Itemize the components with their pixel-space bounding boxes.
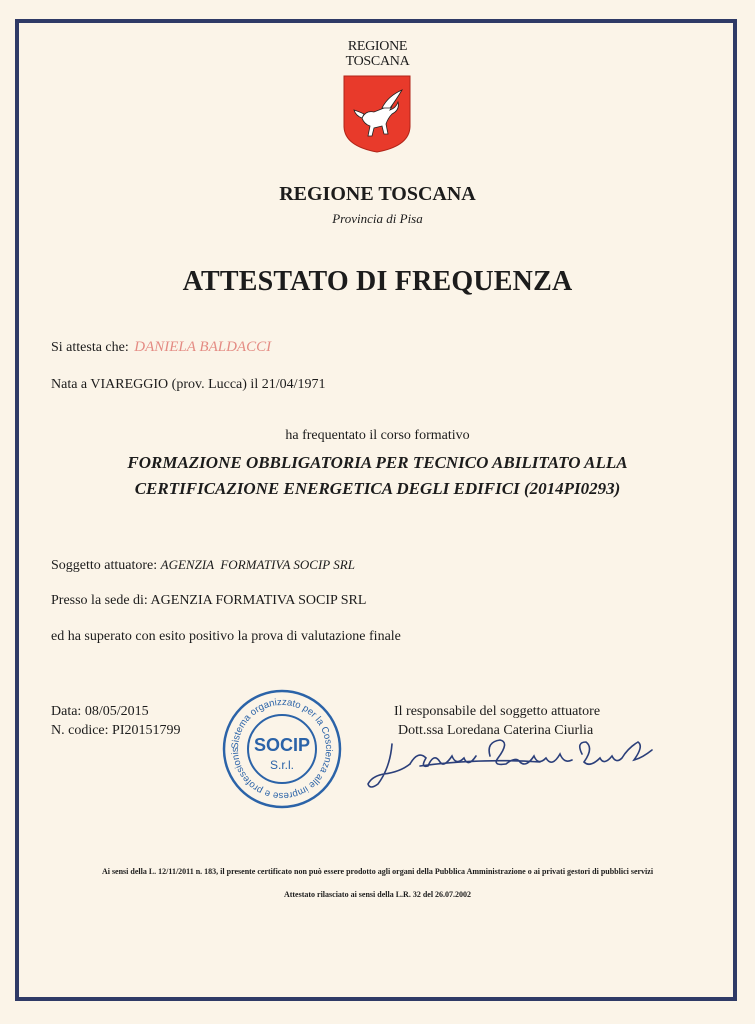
course-title (0, 450, 755, 502)
course-title-line-2: CERTIFICAZIONE ENERGETICA DEGLI EDIFICI (2014PI0293) (134, 479, 621, 498)
issue-date: Data: 08/05/2015 (51, 704, 149, 719)
handwritten-signature (360, 728, 660, 794)
socip-stamp (220, 687, 344, 811)
certificate-code: N. codice: PI20151799 (51, 723, 181, 738)
attesta-label: Si attesta che: (51, 340, 129, 355)
legal-reference: Attestato rilasciato ai sensi della L.R. 32 del 26.07.2002 (283, 890, 472, 899)
soggetto-attuatore (51, 557, 355, 574)
emblem-line-2: TOSCANA (345, 54, 410, 69)
soggetto-value: AGENZIA FORMATIVA SOCIP SRL (160, 557, 355, 572)
document-title: ATTESTATO DI FREQUENZA (182, 266, 573, 297)
emblem-caption (0, 39, 755, 69)
emblem-line-1: REGIONE (347, 39, 408, 54)
legal-notice: Ai sensi della L. 12/11/2011 n. 183, il presente certificato non può essere prodotto agli organi della Pubblica Amministrazione o ai privati gestori di pubblici servizi (101, 867, 654, 876)
sede-info: Presso la sede di: AGENZIA FORMATIVA SOCIP SRL (51, 593, 367, 608)
province-subtitle: Provincia di Pisa (332, 211, 423, 226)
signatory-name: Dott.ssa Loredana Caterina Ciurlia (398, 723, 594, 738)
course-intro: ha frequentato il corso formativo (285, 428, 470, 443)
signatory-role: Il responsabile del soggetto attuatore (394, 704, 601, 719)
regione-toscana-shield-icon (342, 74, 412, 154)
attestation-line (51, 339, 271, 356)
birth-info: Nata a VIAREGGIO (prov. Lucca) il 21/04/1971 (51, 377, 326, 392)
soggetto-label: Soggetto attuatore: (51, 558, 158, 573)
certificate-border (15, 19, 737, 1001)
person-name: DANIELA BALDACCI (134, 339, 272, 355)
stamp-ring-text: Sistema organizzato per la Coscienza alle imprese e professionis (229, 696, 335, 802)
stamp-name: SOCIP (253, 735, 311, 755)
course-title-line-1: FORMAZIONE OBBLIGATORIA PER TECNICO ABILITATO ALLA (127, 453, 628, 472)
stamp-suffix: S.r.l. (269, 758, 295, 772)
esito-info: ed ha superato con esito positivo la prova di valutazione finale (51, 629, 401, 644)
region-title: REGIONE TOSCANA (279, 183, 476, 205)
